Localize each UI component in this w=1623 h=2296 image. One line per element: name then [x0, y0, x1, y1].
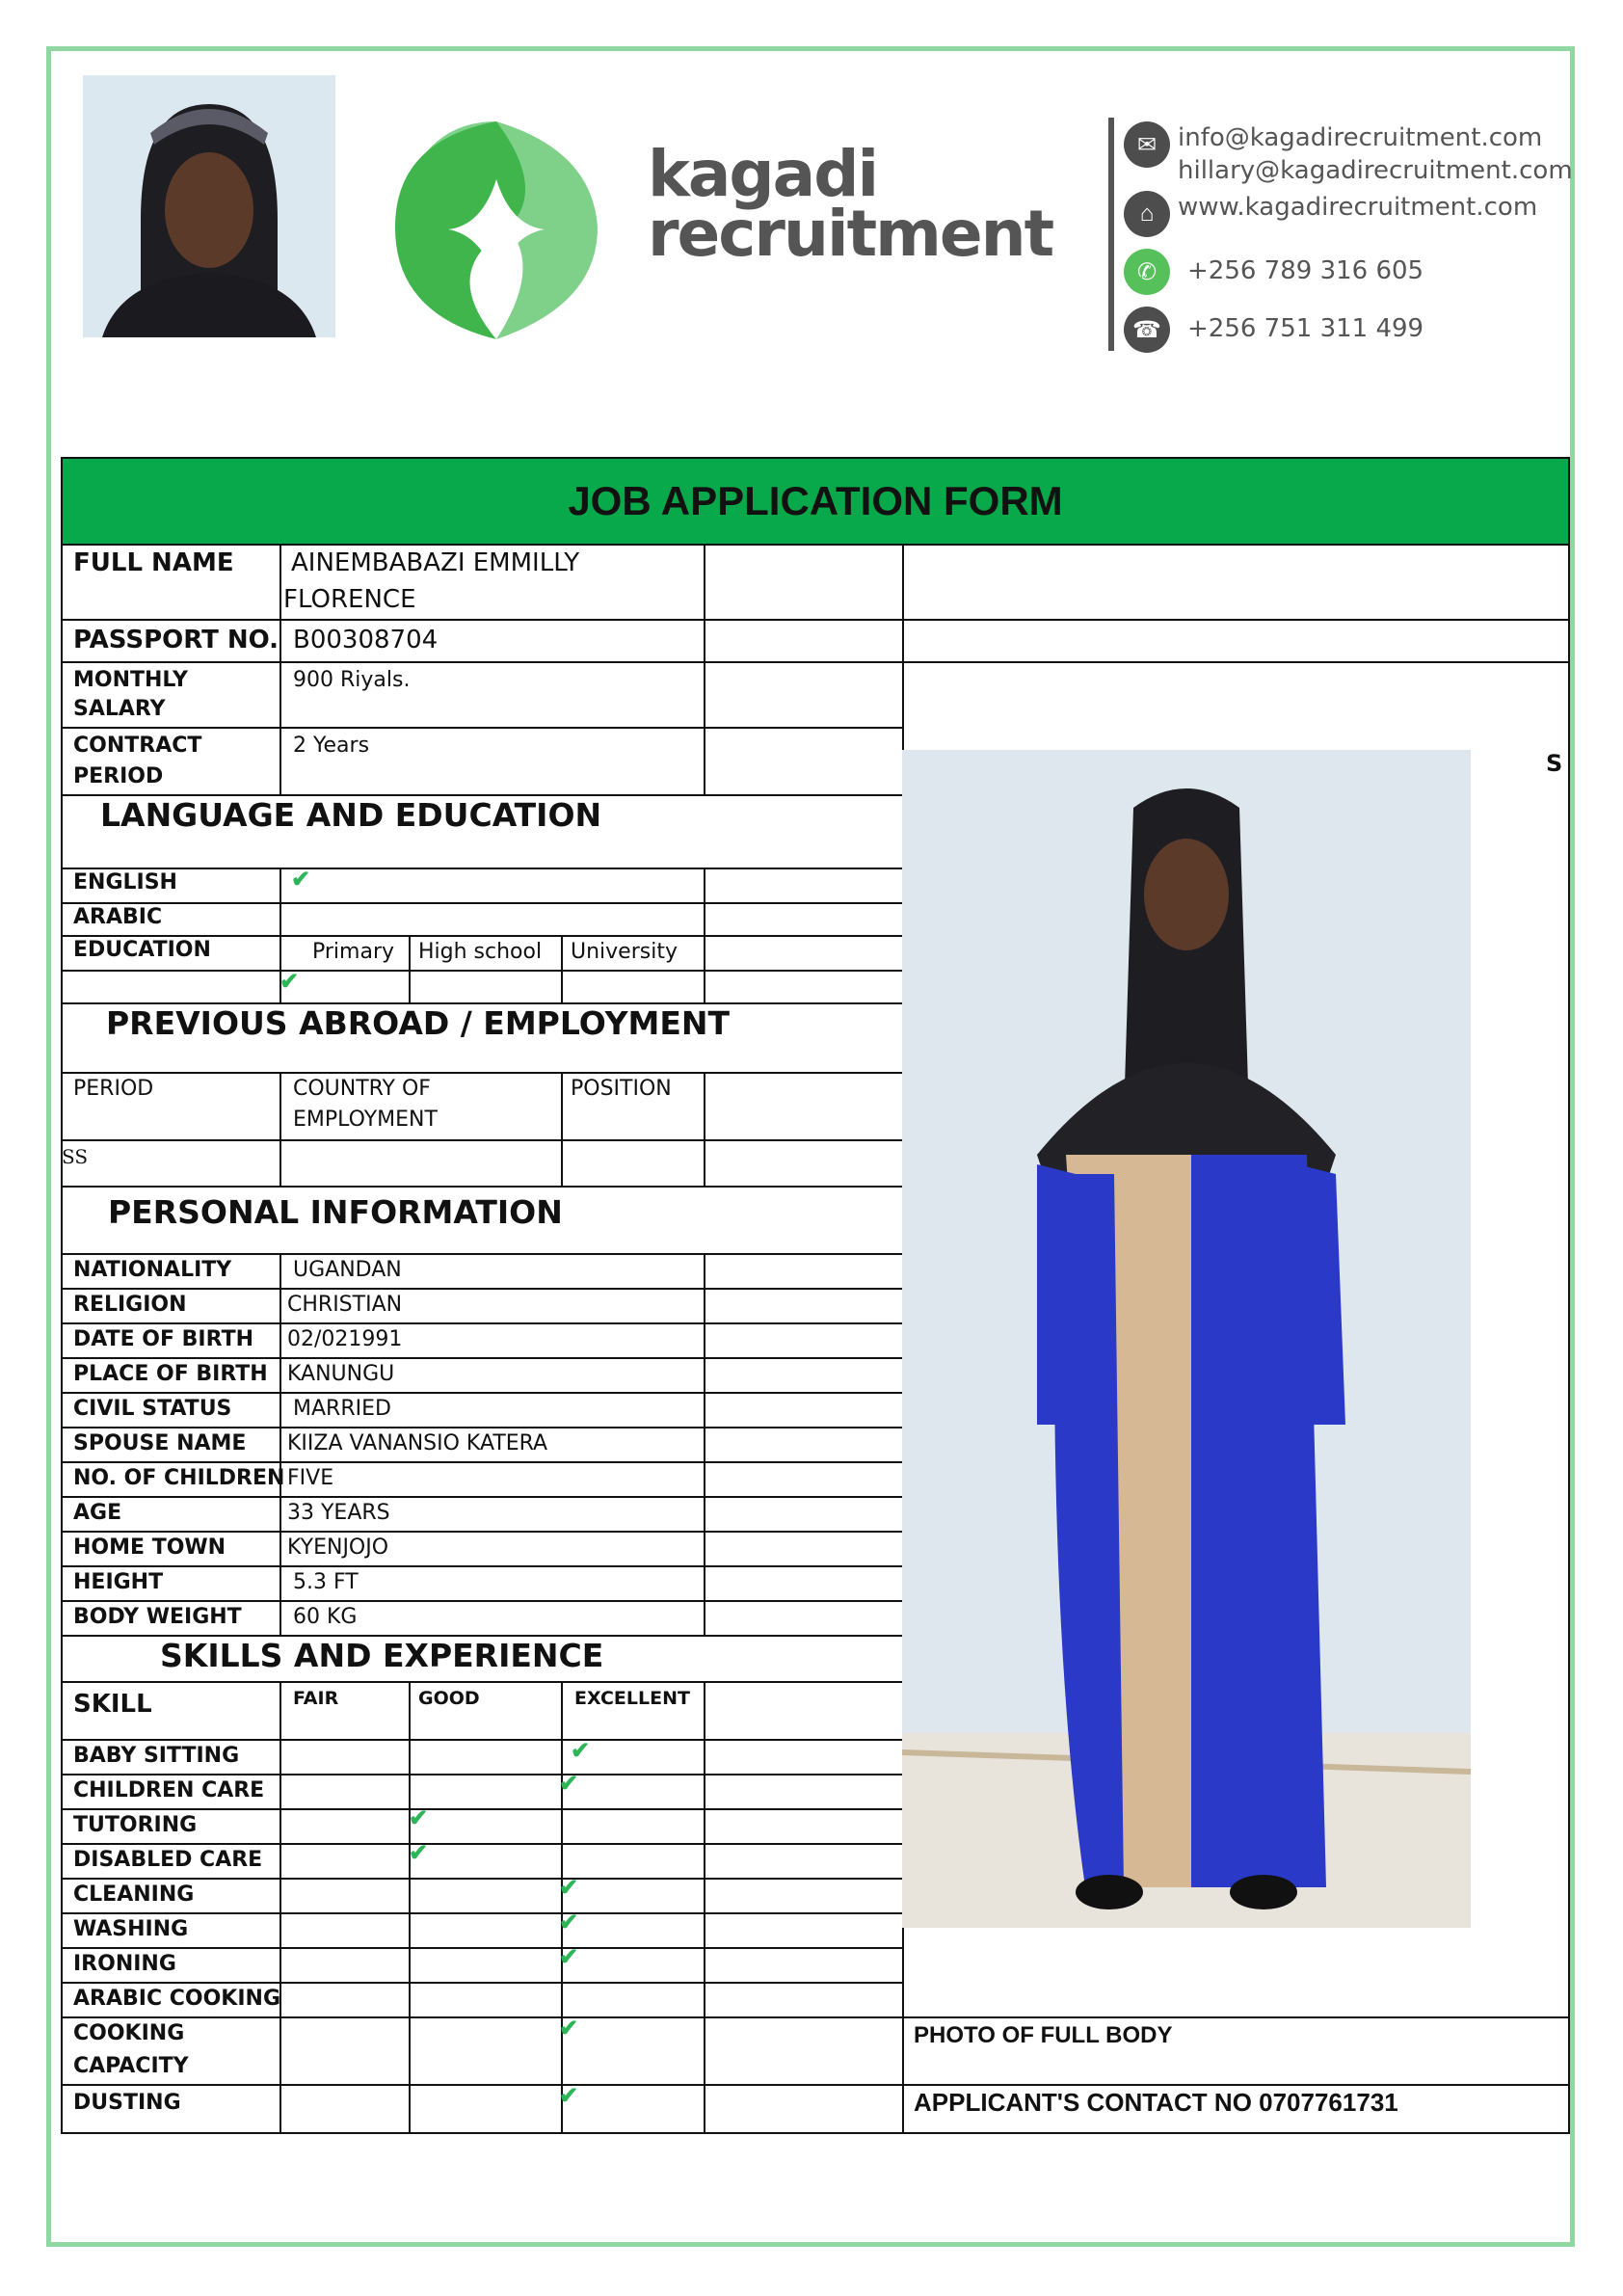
skill-label: TUTORING [73, 1813, 198, 1837]
check-icon: ✔ [409, 1840, 429, 1866]
brand-line-2: recruitment [648, 197, 1053, 271]
language-heading: LANGUAGE AND EDUCATION [100, 796, 602, 834]
check-icon: ✔ [559, 1944, 579, 1970]
form-title: JOB APPLICATION FORM [61, 457, 1570, 546]
english-check-icon: ✔ [291, 867, 311, 893]
skill-label: IRONING [73, 1952, 176, 1976]
religion-value: CHRISTIAN [287, 1293, 403, 1317]
whatsapp-text[interactable]: +256 789 316 605 [1187, 256, 1424, 285]
contact-whatsapp [1124, 249, 1423, 295]
primary-check-icon: ✔ [279, 969, 300, 995]
check-icon: ✔ [571, 1738, 591, 1764]
age-label: AGE [73, 1501, 122, 1525]
children-value: FIVE [287, 1466, 334, 1490]
spouse-value: KIIZA VANANSIO KATERA [287, 1431, 548, 1455]
website-text[interactable]: www.kagadirecruitment.com [1178, 193, 1538, 222]
civil-status-label: CIVIL STATUS [73, 1397, 232, 1421]
skill-label: BABY SITTING [73, 1744, 240, 1768]
country-header-1: COUNTRY OF [293, 1077, 431, 1101]
kagadi-logo-icon [376, 112, 617, 349]
previous-ss: SS [62, 1145, 89, 1168]
primary-label: Primary [312, 940, 395, 964]
spouse-label: SPOUSE NAME [73, 1431, 247, 1455]
hometown-value: KYENJOJO [287, 1535, 389, 1560]
skill-label: ARABIC COOKING [73, 1987, 281, 2011]
skill-label: DUSTING [73, 2091, 181, 2115]
passport-label: PASSPORT NO. [73, 626, 279, 654]
passport-photo [83, 75, 335, 337]
check-icon: ✔ [559, 1771, 579, 1797]
country-header-2: EMPLOYMENT [293, 1108, 438, 1132]
check-icon: ✔ [559, 2083, 579, 2109]
check-icon: ✔ [559, 2016, 579, 2042]
weight-value: 60 KG [293, 1605, 358, 1629]
check-icon: ✔ [559, 1875, 579, 1901]
nationality-label: NATIONALITY [73, 1258, 232, 1282]
good-header: GOOD [418, 1688, 480, 1709]
education-label: EDUCATION [73, 938, 211, 962]
whatsapp-icon: ✆ [1124, 249, 1170, 295]
skill-label: DISABLED CARE [73, 1848, 263, 1872]
brand-line-1: kagadi [648, 137, 878, 211]
salary-label-1: MONTHLY [73, 668, 188, 692]
fair-header: FAIR [293, 1688, 339, 1709]
arabic-label: ARABIC [73, 905, 163, 929]
full-name-value-2: FLORENCE [283, 585, 416, 614]
previous-heading: PREVIOUS ABROAD / EMPLOYMENT [106, 1004, 730, 1042]
weight-label: BODY WEIGHT [73, 1605, 242, 1629]
contact-divider [1108, 118, 1114, 351]
position-header: POSITION [571, 1077, 672, 1101]
full-body-photo [902, 750, 1471, 1928]
skills-heading: SKILLS AND EXPERIENCE [160, 1637, 604, 1674]
email-1[interactable]: info@kagadirecruitment.com [1178, 123, 1543, 152]
skill-label: CLEANING [73, 1882, 195, 1907]
salary-value: 900 Riyals. [293, 668, 411, 692]
age-value: 33 YEARS [287, 1501, 390, 1525]
check-icon: ✔ [409, 1805, 429, 1831]
high-school-label: High school [418, 940, 543, 964]
home-icon: ⌂ [1124, 191, 1170, 237]
passport-value: B00308704 [293, 626, 439, 654]
religion-label: RELIGION [73, 1293, 187, 1317]
full-name-label: FULL NAME [73, 548, 234, 577]
civil-status-value: MARRIED [293, 1397, 391, 1421]
english-label: ENGLISH [73, 870, 177, 894]
skill-label-2: CAPACITY [73, 2054, 189, 2078]
height-label: HEIGHT [73, 1570, 164, 1594]
contract-value: 2 Years [293, 734, 370, 758]
period-header: PERIOD [73, 1077, 154, 1101]
contact-phone [1124, 307, 1423, 353]
applicant-contact-label: APPLICANT'S CONTACT NO 0707761731 [914, 2088, 1398, 2117]
skill-header: SKILL [73, 1690, 152, 1719]
skill-label: CHILDREN CARE [73, 1778, 265, 1802]
personal-heading: PERSONAL INFORMATION [108, 1193, 563, 1231]
contact-email [1124, 121, 1573, 187]
height-value: 5.3 FT [293, 1570, 359, 1594]
children-label: NO. OF CHILDREN [73, 1466, 285, 1490]
dob-label: DATE OF BIRTH [73, 1327, 253, 1351]
skill-label: COOKING [73, 2021, 185, 2045]
university-label: University [571, 940, 678, 964]
photo-full-body-label: PHOTO OF FULL BODY [914, 2022, 1173, 2048]
hometown-label: HOME TOWN [73, 1535, 226, 1560]
skill-label: WASHING [73, 1917, 189, 1941]
nationality-value: UGANDAN [293, 1258, 402, 1282]
mail-icon: ✉ [1124, 121, 1170, 168]
phone-text[interactable]: +256 751 311 499 [1187, 314, 1424, 343]
phone-icon: ☎ [1124, 307, 1170, 353]
email-2[interactable]: hillary@kagadirecruitment.com [1178, 156, 1573, 185]
check-icon: ✔ [559, 1909, 579, 1936]
pob-value: KANUNGU [287, 1362, 395, 1386]
full-name-value-1: AINEMBABAZI EMMILLY [291, 548, 580, 577]
excellent-header: EXCELLENT [574, 1688, 690, 1709]
dob-value: 02/021991 [287, 1327, 403, 1351]
pob-label: PLACE OF BIRTH [73, 1362, 268, 1386]
stray-s: S [1546, 750, 1563, 777]
contract-label-1: CONTRACT [73, 734, 202, 758]
brand-name [648, 137, 1053, 271]
contact-website [1124, 191, 1537, 237]
salary-label-2: SALARY [73, 697, 166, 721]
contract-label-2: PERIOD [73, 764, 164, 788]
